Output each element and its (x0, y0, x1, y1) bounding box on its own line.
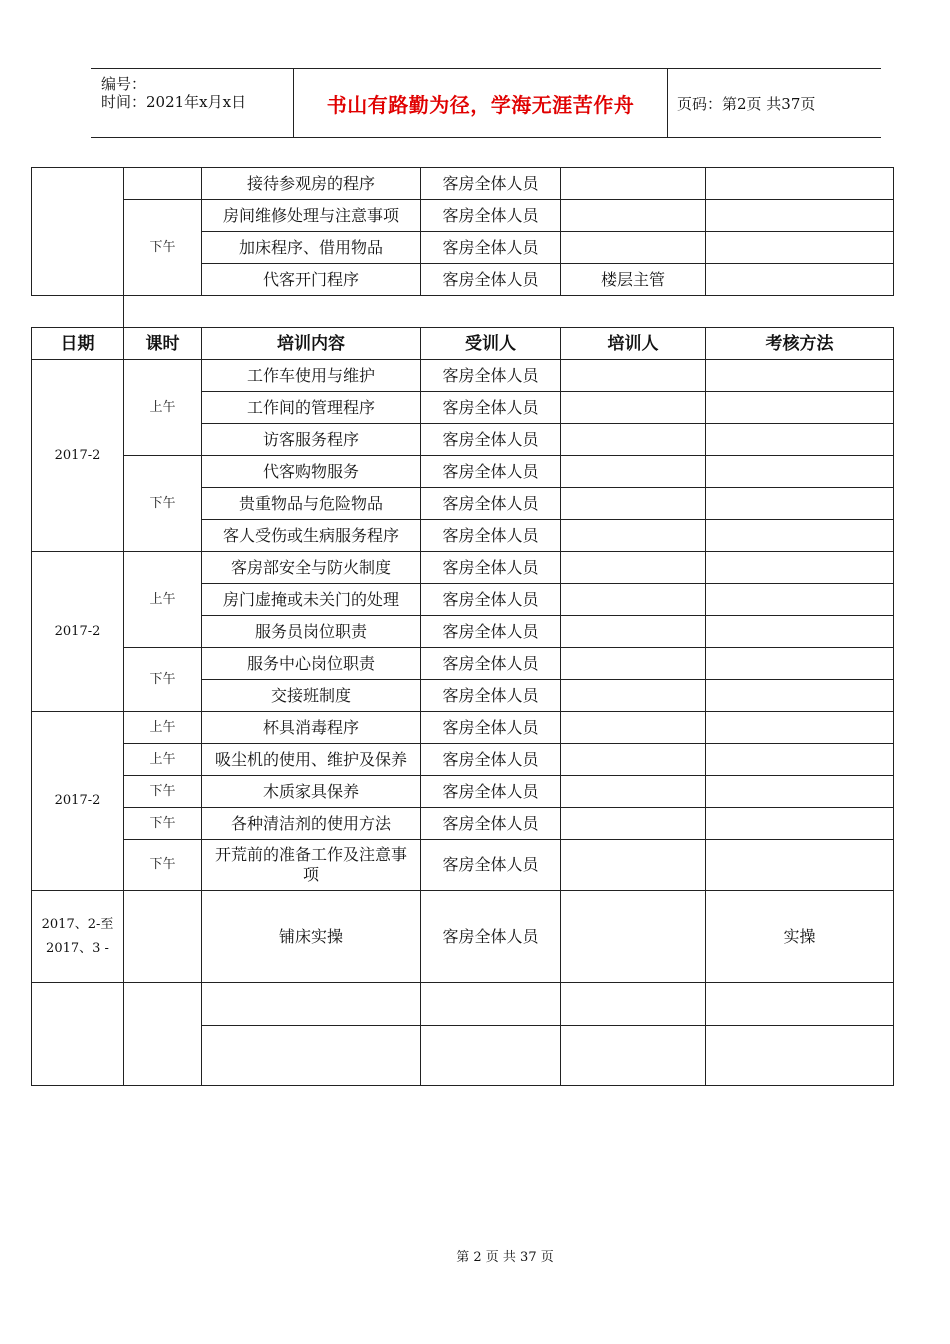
content-cell: 服务中心岗位职责 (202, 648, 421, 680)
trainee-cell: 客房全体人员 (421, 200, 561, 232)
content-cell: 工作间的管理程序 (202, 392, 421, 424)
trainer-cell (561, 776, 706, 808)
content-cell: 访客服务程序 (202, 424, 421, 456)
method-cell (706, 648, 894, 680)
trainee-cell: 客房全体人员 (421, 584, 561, 616)
trainee-cell: 客房全体人员 (421, 808, 561, 840)
table-row (32, 360, 894, 392)
trainer-cell (561, 891, 706, 983)
period-cell: 上午 (124, 552, 202, 648)
trainee-cell: 客房全体人员 (421, 488, 561, 520)
trainer-cell: 楼层主管 (561, 264, 706, 296)
period-cell: 下午 (124, 456, 202, 552)
table-row (32, 456, 894, 488)
table-row (32, 808, 894, 840)
spacer-cell (202, 296, 894, 328)
trainee-cell: 客房全体人员 (421, 744, 561, 776)
method-cell (706, 456, 894, 488)
trainee-cell: 客房全体人员 (421, 168, 561, 200)
trainer-cell (561, 1026, 706, 1086)
period-cell: 上午 (124, 360, 202, 456)
content-cell: 各种清洁剂的使用方法 (202, 808, 421, 840)
method-cell (706, 840, 894, 891)
trainee-cell: 客房全体人员 (421, 456, 561, 488)
table-row (32, 776, 894, 808)
method-cell (706, 983, 894, 1026)
date-cell: 2017-2 (32, 712, 124, 891)
trainer-cell (561, 983, 706, 1026)
motto: 书山有路勤为径，学海无涯苦作舟 (326, 92, 635, 117)
spacer-cell (32, 296, 124, 328)
table-row (32, 983, 894, 1026)
trainer-cell (561, 648, 706, 680)
period-cell: 上午 (124, 712, 202, 744)
trainee-cell: 客房全体人员 (421, 712, 561, 744)
period-cell: 下午 (124, 808, 202, 840)
trainee-cell: 客房全体人员 (421, 891, 561, 983)
table-row (32, 552, 894, 584)
content-cell: 开荒前的准备工作及注意事项 (202, 840, 421, 891)
content-cell: 贵重物品与危险物品 (202, 488, 421, 520)
trainee-cell: 客房全体人员 (421, 392, 561, 424)
date-cell: 2017-2 (32, 360, 124, 552)
method-cell (706, 520, 894, 552)
trainer-cell (561, 360, 706, 392)
content-cell: 客人受伤或生病服务程序 (202, 520, 421, 552)
period-cell: 下午 (124, 648, 202, 712)
table-row (32, 891, 894, 983)
trainer-cell (561, 616, 706, 648)
content-cell: 客房部安全与防火制度 (202, 552, 421, 584)
page-label: 页码：第2页 共37页 (677, 94, 816, 113)
trainer-cell (561, 232, 706, 264)
trainer-cell (561, 456, 706, 488)
content-cell: 服务员岗位职责 (202, 616, 421, 648)
period-cell (124, 891, 202, 983)
trainee-cell: 客房全体人员 (421, 360, 561, 392)
col-header-period: 课时 (124, 328, 202, 360)
date-cell: 2017-2 (32, 552, 124, 712)
col-header-method: 考核方法 (706, 328, 894, 360)
content-cell: 加床程序、借用物品 (202, 232, 421, 264)
period-cell: 下午 (124, 200, 202, 296)
trainee-cell (421, 1026, 561, 1086)
trainer-cell (561, 392, 706, 424)
content-cell (202, 1026, 421, 1086)
method-cell: 实操 (706, 891, 894, 983)
content-cell: 吸尘机的使用、维护及保养 (202, 744, 421, 776)
serial-label: 编号： (101, 75, 147, 93)
content-cell: 杯具消毒程序 (202, 712, 421, 744)
trainee-cell: 客房全体人员 (421, 264, 561, 296)
content-cell: 铺床实操 (202, 891, 421, 983)
trainee-cell: 客房全体人员 (421, 520, 561, 552)
trainee-cell: 客房全体人员 (421, 616, 561, 648)
trainer-cell (561, 424, 706, 456)
col-header-trainer: 培训人 (561, 328, 706, 360)
content-cell: 房门虚掩或未关门的处理 (202, 584, 421, 616)
period-cell: 上午 (124, 744, 202, 776)
trainee-cell: 客房全体人员 (421, 840, 561, 891)
trainee-cell (421, 983, 561, 1026)
method-cell (706, 264, 894, 296)
table-row (32, 744, 894, 776)
method-cell (706, 744, 894, 776)
method-cell (706, 424, 894, 456)
table-row (32, 840, 894, 891)
trainer-cell (561, 808, 706, 840)
trainee-cell: 客房全体人员 (421, 232, 561, 264)
trainer-cell (561, 520, 706, 552)
spacer-cell (124, 296, 202, 328)
content-cell: 工作车使用与维护 (202, 360, 421, 392)
header-page-cell (667, 69, 881, 137)
trainee-cell: 客房全体人员 (421, 648, 561, 680)
method-cell (706, 680, 894, 712)
continuation-table (31, 167, 894, 328)
method-cell (706, 168, 894, 200)
date-cell (32, 168, 124, 296)
col-header-date: 日期 (32, 328, 124, 360)
method-cell (706, 776, 894, 808)
table-header-row (32, 328, 894, 360)
header-meta (91, 69, 293, 137)
trainer-cell (561, 840, 706, 891)
method-cell (706, 616, 894, 648)
content-cell: 交接班制度 (202, 680, 421, 712)
trainer-cell (561, 584, 706, 616)
method-cell (706, 488, 894, 520)
trainee-cell: 客房全体人员 (421, 424, 561, 456)
content-cell: 房间维修处理与注意事项 (202, 200, 421, 232)
trainer-cell (561, 200, 706, 232)
table-row (32, 712, 894, 744)
trainer-cell (561, 744, 706, 776)
trainer-cell (561, 680, 706, 712)
date-cell (32, 983, 124, 1086)
trainer-cell (561, 712, 706, 744)
content-cell: 木质家具保养 (202, 776, 421, 808)
training-schedule-table (31, 327, 894, 1086)
trainer-cell (561, 488, 706, 520)
trainer-cell (561, 552, 706, 584)
method-cell (706, 712, 894, 744)
method-cell (706, 232, 894, 264)
method-cell (706, 584, 894, 616)
method-cell (706, 1026, 894, 1086)
period-cell: 下午 (124, 776, 202, 808)
page-header (91, 68, 881, 138)
header-motto-cell (293, 69, 668, 137)
period-cell: 下午 (124, 840, 202, 891)
col-header-trainee: 受训人 (421, 328, 561, 360)
page-footer: 第 2 页 共 37 页 (456, 1250, 554, 1265)
method-cell (706, 552, 894, 584)
period-cell (124, 983, 202, 1086)
method-cell (706, 808, 894, 840)
date-cell: 2017、2-至 2017、3 - (32, 891, 124, 983)
col-header-content: 培训内容 (202, 328, 421, 360)
table-row (32, 648, 894, 680)
time-label: 时间：2021年x月x日 (101, 93, 247, 111)
method-cell (706, 200, 894, 232)
trainer-cell (561, 168, 706, 200)
trainee-cell: 客房全体人员 (421, 776, 561, 808)
method-cell (706, 392, 894, 424)
period-cell (124, 168, 202, 200)
method-cell (706, 360, 894, 392)
content-cell (202, 983, 421, 1026)
trainee-cell: 客房全体人员 (421, 552, 561, 584)
content-cell: 代客开门程序 (202, 264, 421, 296)
trainee-cell: 客房全体人员 (421, 680, 561, 712)
content-cell: 接待参观房的程序 (202, 168, 421, 200)
content-cell: 代客购物服务 (202, 456, 421, 488)
